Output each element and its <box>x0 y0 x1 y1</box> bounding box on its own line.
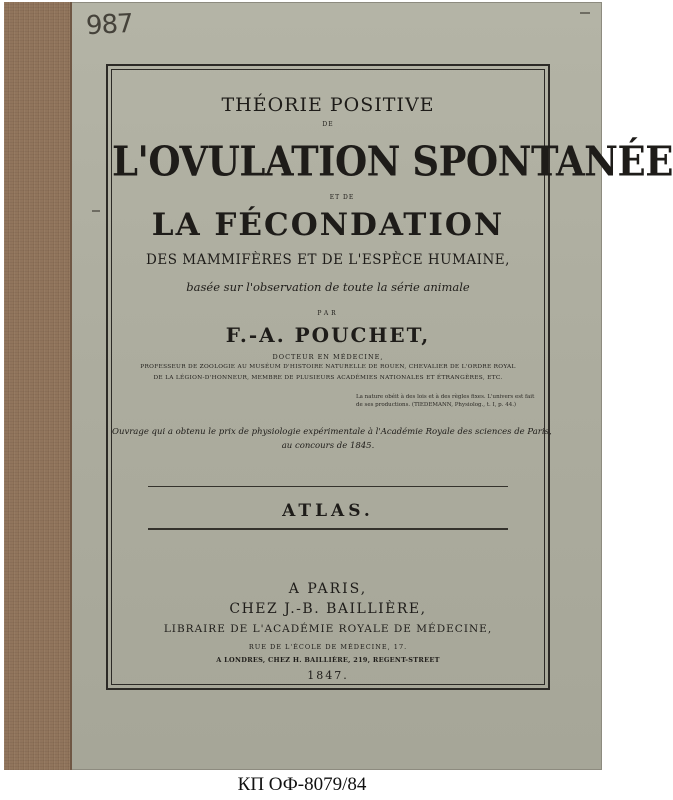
cloth-spine <box>4 2 72 770</box>
imprint-city: A PARIS, <box>288 581 368 597</box>
title-frame-inner <box>111 69 673 685</box>
author-par: PAR <box>317 310 339 317</box>
title-line-de: DE <box>322 121 334 128</box>
author-degree: DOCTEUR EN MÉDECINE, <box>272 353 384 361</box>
imprint-year: 1847. <box>307 669 349 682</box>
divider-rule-bottom <box>148 528 508 530</box>
title-line-theorie: THÉORIE POSITIVE <box>221 94 435 116</box>
prize-line-1: Ouvrage qui a obtenu le prix de physiologie expérimentale à l'Académie Royale des sciences de Paris, <box>112 427 552 437</box>
epigraph-line-2: de ses productions. (TIEDEMANN, Physiolog., t. I, p. 44.) <box>356 402 517 408</box>
subtitle-mammiferes: DES MAMMIFÈRES ET DE L'ESPÈCE HUMAINE, <box>146 252 510 268</box>
subtitle-basee: basée sur l'observation de toute la série animale <box>186 280 470 294</box>
imprint-role: LIBRAIRE DE L'ACADÉMIE ROYALE DE MÉDECINE, <box>163 623 493 635</box>
edge-tick-mark <box>580 12 590 14</box>
handwritten-catalog-number: 987 <box>85 8 134 42</box>
title-line-et-de: ET DE <box>329 194 355 201</box>
imprint-publisher: CHEZ J.-B. BAILLIÈRE, <box>229 601 427 617</box>
museum-shelfmark: КП ОФ-8079/84 <box>237 774 367 795</box>
subtitle-fecondation: LA FÉCONDATION <box>151 207 505 243</box>
divider-rule-top <box>148 486 508 487</box>
epigraph <box>356 393 536 409</box>
main-title: L'OVULATION SPONTANÉE <box>112 136 673 186</box>
imprint-london: A LONDRES, CHEZ H. BAILLIÈRE, 219, REGENT-STREET <box>216 656 440 664</box>
book-cover <box>4 2 673 770</box>
edge-tick-mark <box>92 210 100 212</box>
volume-title: ATLAS. <box>282 501 374 521</box>
prize-line-2: au concours de 1845. <box>281 441 375 451</box>
author-name: F.-A. POUCHET, <box>225 323 431 347</box>
imprint-address: RUE DE L'ÉCOLE DE MÉDECINE, 17. <box>248 643 408 651</box>
epigraph-line-1: La nature obéit à des lois et à des règles fixes. L'univers est fait <box>356 394 535 400</box>
author-titles-line-2: DE LA LÉGION-D'HONNEUR, MEMBRE DE PLUSIEURS ACADÉMIES NATIONALES ET ÉTRANGÈRES, ETC. <box>153 375 503 381</box>
title-frame <box>106 64 673 690</box>
author-titles-line-1: PROFESSEUR DE ZOOLOGIE AU MUSÉUM D'HISTOIRE NATURELLE DE ROUEN, CHEVALIER DE L'ORDRE ROYAL <box>140 364 516 370</box>
